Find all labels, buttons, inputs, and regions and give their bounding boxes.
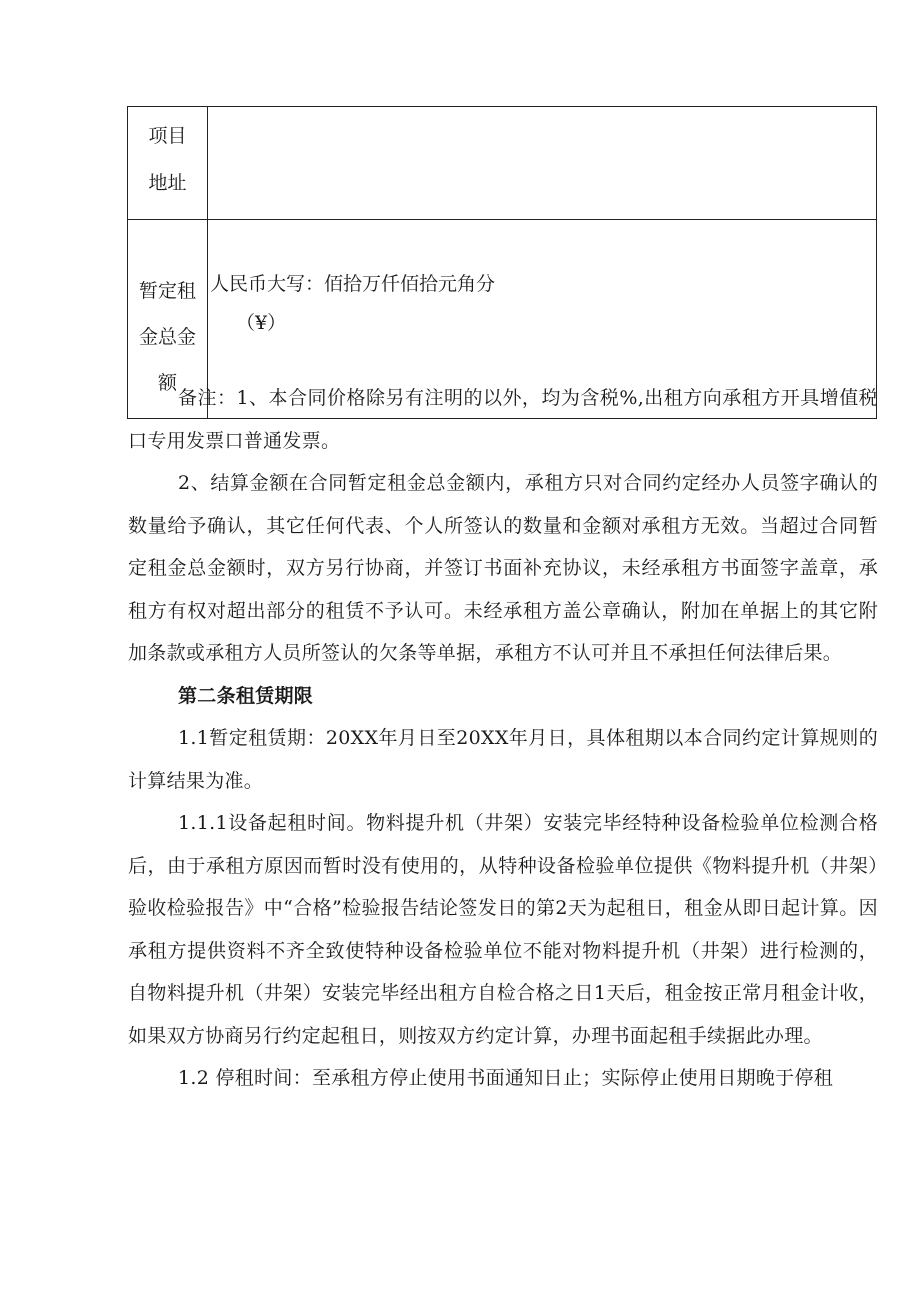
clause-1-1: 1.1暂定租赁期：20XX年月日至20XX年月日，具体租期以本合同约定计算规则的计算结果为准。 xyxy=(128,727,878,792)
rent-total-label-line2: 金总金 xyxy=(138,326,196,348)
clause-1-1-1: 1.1.1设备起租时间。物料提升机（井架）安装完毕经特种设备检验单位检测合格后，由于承租方原因而暂时没有使用的，从特种设备检验单位提供《物料提升机（井架）验收检验报告》中“合格”检验报告结论签发日的第2天为起租日，租金从即日起计算。因承租方提供资料不齐全致使特种设备检验单位不能对物料提升机（井架）进行检测的，自物料提升机（井架）安装完毕经出租方自检合格之日1天后，租金按正常月租金计收，如果双方协商另行约定起租日，则按双方约定计算，办理书面起租手续据此办理。 xyxy=(128,812,878,1047)
project-address-value-cell xyxy=(208,107,877,220)
project-address-label-cell xyxy=(128,107,208,220)
amount-in-figures: （¥） xyxy=(236,312,287,334)
section-heading-lease-term: 第二条租赁期限 xyxy=(178,684,314,707)
project-address-label-line1: 项目 xyxy=(148,125,187,147)
note-paragraph-1: 备注：1、本合同价格除另有注明的以外，均为含税%,出租方向承租方开具增值税口专用发票口普通发票。 xyxy=(128,387,878,452)
amount-in-words: 人民币大写：佰拾万仟佰拾元角分 xyxy=(210,273,496,295)
clause-1-2: 1.2 停租时间：至承租方停止使用书面通知日止；实际停止使用日期晚于停租 xyxy=(178,1067,834,1089)
project-info-table xyxy=(127,106,877,419)
rent-total-label-line3: 额 xyxy=(157,372,177,394)
rent-total-label-line1: 暂定租 xyxy=(138,280,196,302)
project-address-row xyxy=(128,107,877,220)
project-address-label-line2: 地址 xyxy=(148,172,187,194)
note-paragraph-2: 2、结算金额在合同暂定租金总金额内，承租方只对合同约定经办人员签字确认的数量给予确认，其它任何代表、个人所签认的数量和金额对承租方无效。当超过合同暂定租金总金额时，双方另行协商，并签订书面补充协议，未经承租方书面签字盖章，承租方有权对超出部分的租赁不予认可。未经承租方盖公章确认，附加在单据上的其它附加条款或承租方人员所签认的欠条等单据，承租方不认可并且不承担任何法律后果。 xyxy=(128,472,878,664)
contract-body-text xyxy=(128,377,878,1100)
